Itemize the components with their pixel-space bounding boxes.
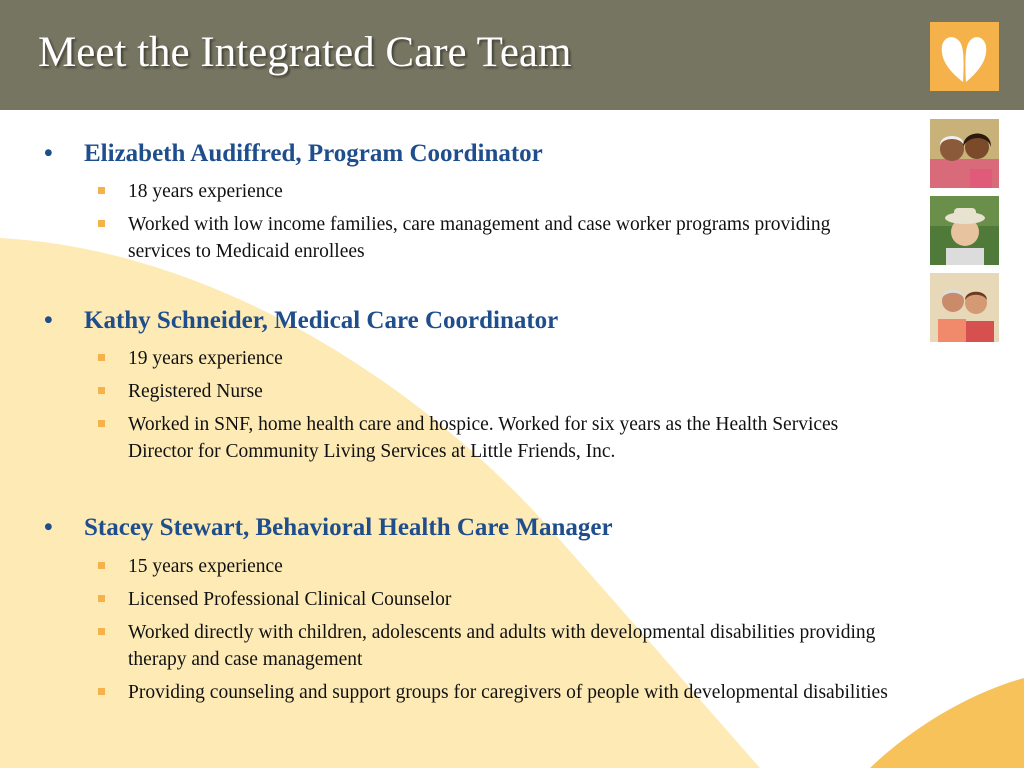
photo-man-with-hat: [930, 196, 999, 265]
member-name-role: Elizabeth Audiffred, Program Coordinator: [84, 140, 543, 167]
orange-square-bullet: [98, 562, 105, 569]
bullet-dot: •: [44, 140, 53, 167]
detail-text: 15 years experience: [128, 556, 283, 577]
detail-text: 18 years experience: [128, 181, 283, 202]
heart-logo-icon: [930, 22, 999, 91]
photo-two-women: [930, 119, 999, 188]
bullet-dot: •: [44, 514, 53, 541]
member-name-role: Kathy Schneider, Medical Care Coordinator: [84, 307, 559, 334]
orange-square-bullet: [98, 595, 105, 602]
detail-text: 19 years experience: [128, 348, 283, 369]
detail-text: Worked with low income families, care management and case worker programs providing services to Medicaid enrollees: [128, 214, 831, 262]
orange-square-bullet: [98, 688, 105, 695]
orange-square-bullet: [98, 354, 105, 361]
bullet-dot: •: [44, 307, 53, 334]
slide-title: Meet the Integrated Care Team: [38, 29, 572, 76]
orange-square-bullet: [98, 628, 105, 635]
detail-text: Worked in SNF, home health care and hospice. Worked for six years as the Health Services Director for Community Living Services at Little Friends, Inc.: [128, 414, 839, 462]
member-name-role: Stacey Stewart, Behavioral Health Care Manager: [84, 514, 613, 541]
orange-square-bullet: [98, 420, 105, 427]
orange-square-bullet: [98, 187, 105, 194]
detail-text: Licensed Professional Clinical Counselor: [128, 589, 452, 610]
orange-square-bullet: [98, 220, 105, 227]
detail-text: Registered Nurse: [128, 381, 263, 402]
photo-elderly-couple: [930, 273, 999, 342]
orange-square-bullet: [98, 387, 105, 394]
detail-text: Worked directly with children, adolescents and adults with developmental disabilities providing therapy and case management: [128, 622, 876, 670]
detail-text: Providing counseling and support groups for caregivers of people with developmental disabilities: [128, 682, 888, 703]
